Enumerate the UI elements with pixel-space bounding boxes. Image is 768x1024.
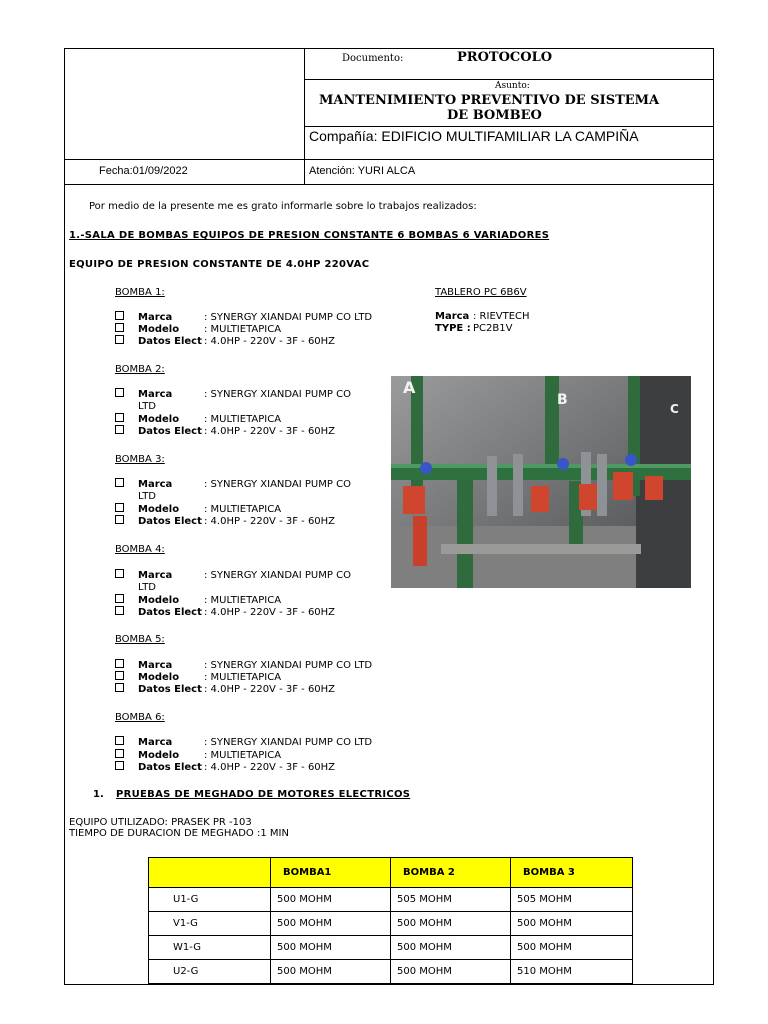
pruebas-number: 1. bbox=[93, 789, 104, 800]
table-cell: 510 MOHM bbox=[511, 960, 633, 984]
bomba-6-marca: Marca : SYNERGY XIANDAI PUMP CO LTD bbox=[115, 736, 372, 748]
checkbox-icon bbox=[115, 671, 124, 680]
table-cell: 500 MOHM bbox=[391, 936, 511, 960]
table-row bbox=[149, 912, 633, 936]
tiempo-duracion: TIEMPO DE DURACION DE MEGHADO :1 MIN bbox=[69, 828, 289, 839]
checkbox-icon bbox=[115, 478, 124, 487]
bomba-3-title: BOMBA 3: bbox=[115, 454, 165, 465]
table-row bbox=[149, 888, 633, 912]
equipo-utilizado: EQUIPO UTILIZADO: PRASEK PR -103 bbox=[69, 817, 252, 828]
table-header-row bbox=[149, 858, 633, 888]
pruebas-title: PRUEBAS DE MEGHADO DE MOTORES ELECTRICOS bbox=[116, 789, 411, 800]
checkbox-icon bbox=[115, 323, 124, 332]
tablero-title: TABLERO PC 6B6V bbox=[435, 287, 527, 298]
checkbox-icon bbox=[115, 659, 124, 668]
bomba-2-modelo: Modelo : MULTIETAPICA bbox=[115, 413, 281, 425]
table-cell: U2-G bbox=[149, 960, 271, 984]
checkbox-icon bbox=[115, 311, 124, 320]
bomba-3-datos: Datos Elect : 4.0HP - 220V - 3F - 60HZ bbox=[115, 515, 335, 527]
photo-label-a: A bbox=[403, 378, 416, 397]
header-rule-2 bbox=[304, 126, 713, 127]
intro-text: Por medio de la presente me es grato informarle sobre lo trabajos realizados: bbox=[89, 201, 477, 212]
bomba-3-modelo: Modelo : MULTIETAPICA bbox=[115, 503, 281, 515]
table-cell: 500 MOHM bbox=[271, 936, 391, 960]
bomba-3-marca-cont: LTD bbox=[138, 491, 157, 502]
checkbox-icon bbox=[115, 335, 124, 344]
document-page bbox=[64, 48, 714, 985]
checkbox-icon bbox=[115, 569, 124, 578]
header-divider-vertical bbox=[304, 49, 305, 185]
table-header-cell: BOMBA 2 bbox=[391, 858, 511, 888]
compania: Compañía: EDIFICIO MULTIFAMILIAR LA CAMPIÑA bbox=[309, 128, 639, 144]
pump-room-photo bbox=[391, 376, 691, 588]
asunto-label: Asunto: bbox=[495, 81, 530, 91]
table-row bbox=[149, 960, 633, 984]
bomba-2-datos: Datos Elect : 4.0HP - 220V - 3F - 60HZ bbox=[115, 425, 335, 437]
tablero-type: TYPE : PC2B1V bbox=[435, 323, 513, 334]
bomba-5-modelo: Modelo : MULTIETAPICA bbox=[115, 671, 281, 683]
table-cell: V1-G bbox=[149, 912, 271, 936]
table-cell: 505 MOHM bbox=[511, 888, 633, 912]
table-header-cell: BOMBA 3 bbox=[511, 858, 633, 888]
bomba-4-title: BOMBA 4: bbox=[115, 544, 165, 555]
table-cell: U1-G bbox=[149, 888, 271, 912]
table-cell: 500 MOHM bbox=[391, 912, 511, 936]
bomba-3-marca: Marca : SYNERGY XIANDAI PUMP CO bbox=[115, 478, 351, 490]
pump-room-illustration bbox=[391, 376, 691, 588]
section-1-title: 1.-SALA DE BOMBAS EQUIPOS DE PRESION CONSTANTE 6 BOMBAS 6 VARIADORES bbox=[69, 230, 550, 241]
bomba-4-datos: Datos Elect : 4.0HP - 220V - 3F - 60HZ bbox=[115, 606, 335, 618]
checkbox-icon bbox=[115, 606, 124, 615]
table-cell: W1-G bbox=[149, 936, 271, 960]
header-rule-1 bbox=[304, 79, 713, 80]
bomba-1-datos: Datos Elect : 4.0HP - 220V - 3F - 60HZ bbox=[115, 335, 335, 347]
checkbox-icon bbox=[115, 515, 124, 524]
checkbox-icon bbox=[115, 594, 124, 603]
bomba-5-marca: Marca : SYNERGY XIANDAI PUMP CO LTD bbox=[115, 659, 372, 671]
photo-label-c: C bbox=[670, 402, 679, 416]
fecha: Fecha:01/09/2022 bbox=[99, 165, 188, 177]
header-rule-3 bbox=[65, 159, 713, 160]
table-cell: 500 MOHM bbox=[511, 936, 633, 960]
table-row bbox=[149, 936, 633, 960]
documento-value: PROTOCOLO bbox=[457, 50, 553, 65]
bomba-5-datos: Datos Elect : 4.0HP - 220V - 3F - 60HZ bbox=[115, 683, 335, 695]
checkbox-icon bbox=[115, 736, 124, 745]
bomba-1-title: BOMBA 1: bbox=[115, 287, 165, 298]
bomba-2-marca-cont: LTD bbox=[138, 401, 157, 412]
asunto-line-2: DE BOMBEO bbox=[447, 108, 542, 123]
bomba-2-title: BOMBA 2: bbox=[115, 364, 165, 375]
bomba-2-marca: Marca : SYNERGY XIANDAI PUMP CO bbox=[115, 388, 351, 400]
equipo-title: EQUIPO DE PRESION CONSTANTE DE 4.0HP 220VAC bbox=[69, 259, 370, 270]
checkbox-icon bbox=[115, 749, 124, 758]
atencion: Atención: YURI ALCA bbox=[309, 165, 416, 177]
photo-label-b: B bbox=[557, 392, 568, 408]
checkbox-icon bbox=[115, 683, 124, 692]
checkbox-icon bbox=[115, 388, 124, 397]
asunto-line-1: MANTENIMIENTO PREVENTIVO DE SISTEMA bbox=[319, 93, 660, 108]
bomba-6-title: BOMBA 6: bbox=[115, 712, 165, 723]
table-cell: 500 MOHM bbox=[511, 912, 633, 936]
bomba-6-datos: Datos Elect : 4.0HP - 220V - 3F - 60HZ bbox=[115, 761, 335, 773]
meghado-table bbox=[148, 857, 633, 984]
bomba-4-modelo: Modelo : MULTIETAPICA bbox=[115, 594, 281, 606]
table-cell: 500 MOHM bbox=[391, 960, 511, 984]
bomba-6-modelo: Modelo : MULTIETAPICA bbox=[115, 749, 281, 761]
table-header-cell: BOMBA1 bbox=[271, 858, 391, 888]
bomba-4-marca-cont: LTD bbox=[138, 582, 157, 593]
table-cell: 505 MOHM bbox=[391, 888, 511, 912]
header-rule-4 bbox=[65, 184, 713, 185]
checkbox-icon bbox=[115, 425, 124, 434]
bomba-5-title: BOMBA 5: bbox=[115, 634, 165, 645]
documento-label: Documento: bbox=[342, 53, 404, 64]
bomba-1-marca: Marca : SYNERGY XIANDAI PUMP CO LTD bbox=[115, 311, 372, 323]
checkbox-icon bbox=[115, 503, 124, 512]
table-cell: 500 MOHM bbox=[271, 912, 391, 936]
table-cell: 500 MOHM bbox=[271, 888, 391, 912]
bomba-1-modelo: Modelo : MULTIETAPICA bbox=[115, 323, 281, 335]
table-cell: 500 MOHM bbox=[271, 960, 391, 984]
checkbox-icon bbox=[115, 413, 124, 422]
bomba-4-marca: Marca : SYNERGY XIANDAI PUMP CO bbox=[115, 569, 351, 581]
checkbox-icon bbox=[115, 761, 124, 770]
table-header-cell bbox=[149, 858, 271, 888]
tablero-marca: Marca : RIEVTECH bbox=[435, 311, 530, 322]
